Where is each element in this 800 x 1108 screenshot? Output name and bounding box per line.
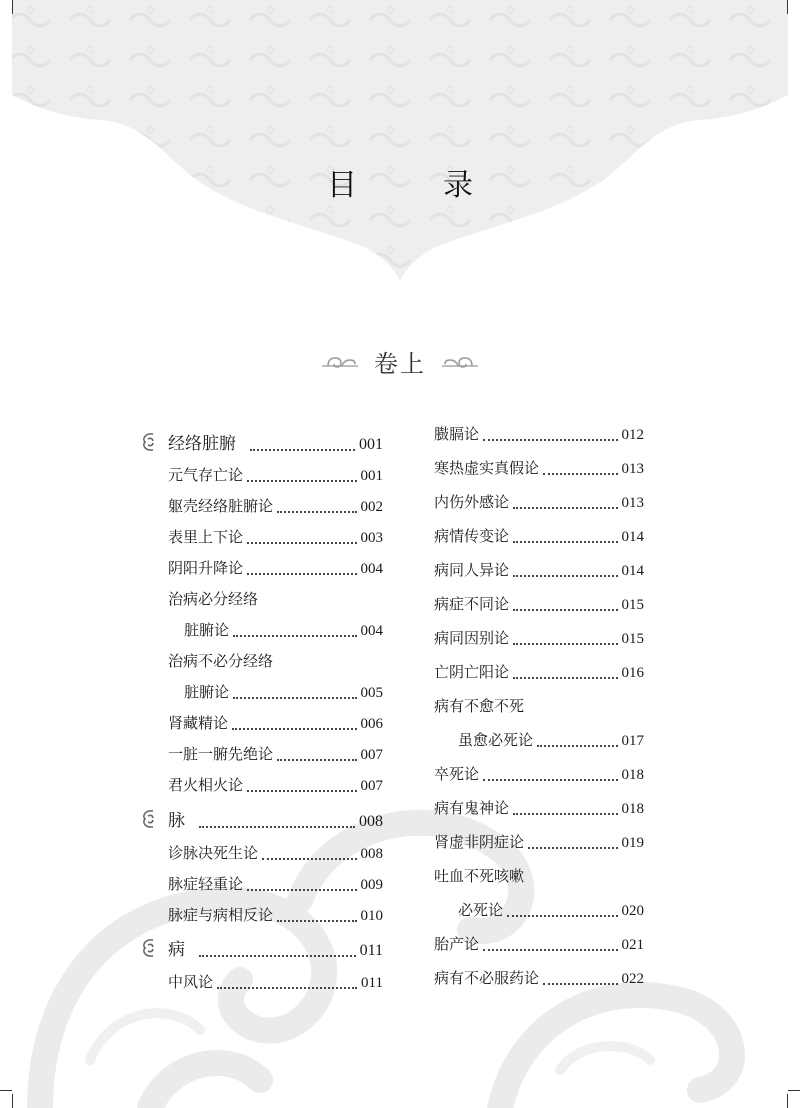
toc-entry[interactable] <box>434 818 644 852</box>
toc-label: 必死论 <box>458 901 504 919</box>
page-number: 007 <box>360 778 383 794</box>
toc-entry[interactable] <box>143 640 383 671</box>
toc-entry[interactable] <box>143 733 383 764</box>
toc-entry[interactable] <box>434 512 644 546</box>
page-number: 015 <box>621 631 644 647</box>
toc-entry[interactable] <box>434 444 644 478</box>
crop-mark <box>12 1094 13 1108</box>
page-number: 019 <box>621 835 644 851</box>
toc-entry[interactable] <box>143 547 383 578</box>
cloud-scroll-icon <box>139 808 159 830</box>
dot-leader <box>483 948 617 951</box>
crop-mark <box>787 0 788 14</box>
toc-entry[interactable] <box>434 920 644 954</box>
page-number: 013 <box>621 495 644 511</box>
toc-label: 病同人异论 <box>434 561 510 579</box>
dot-leader <box>247 479 356 482</box>
toc-entry[interactable] <box>143 894 383 925</box>
page-number: 017 <box>621 733 644 749</box>
toc-label: 病有鬼神论 <box>434 799 510 817</box>
toc-left-column <box>143 420 383 992</box>
toc-entry[interactable] <box>434 954 644 988</box>
page-number: 013 <box>621 461 644 477</box>
toc-label: 卒死论 <box>434 765 480 783</box>
toc-label: 脏腑论 <box>184 621 230 639</box>
dot-leader <box>507 914 617 917</box>
page-number: 018 <box>621 801 644 817</box>
toc-entry-continuation[interactable] <box>143 609 383 640</box>
page-number: 003 <box>360 530 383 546</box>
toc-entry[interactable] <box>434 580 644 614</box>
volume-title: 卷上 <box>374 350 426 378</box>
page-number: 004 <box>360 623 383 639</box>
toc-entry[interactable] <box>434 784 644 818</box>
toc-label: 病同因别论 <box>434 629 510 647</box>
dot-leader <box>232 727 356 730</box>
toc-entry-continuation[interactable] <box>434 886 644 920</box>
page-number: 010 <box>360 908 383 924</box>
dot-leader <box>513 574 617 577</box>
toc-label: 表里上下论 <box>168 528 244 546</box>
dot-leader <box>247 888 356 891</box>
dot-leader <box>277 919 356 922</box>
toc-right-column <box>434 420 644 988</box>
toc-entry[interactable] <box>434 648 644 682</box>
toc-label: 病有不愈不死 <box>434 697 525 715</box>
dot-leader <box>233 634 356 637</box>
dot-leader <box>513 540 617 543</box>
page-number: 018 <box>621 767 644 783</box>
toc-entry[interactable] <box>434 852 644 886</box>
cloud-scroll-icon <box>139 431 159 453</box>
toc-label: 寒热虚实真假论 <box>434 459 540 477</box>
page-number: 016 <box>621 665 644 681</box>
toc-entry[interactable] <box>434 478 644 512</box>
dot-leader <box>217 986 357 989</box>
toc-label: 臌膈论 <box>434 425 480 443</box>
dot-leader <box>199 825 355 828</box>
dot-leader <box>483 438 617 441</box>
page-number: 006 <box>360 716 383 732</box>
toc-label: 脉 <box>168 811 185 831</box>
toc-label: 吐血不死咳嗽 <box>434 867 525 885</box>
dot-leader <box>247 789 356 792</box>
toc-label: 治病不必分经络 <box>168 652 274 670</box>
page-number: 015 <box>621 597 644 613</box>
toc-label: 内伤外感论 <box>434 493 510 511</box>
toc-label: 诊脉决死生论 <box>168 844 259 862</box>
toc-entry[interactable] <box>434 750 644 784</box>
toc-label: 脉症与病相反论 <box>168 906 274 924</box>
toc-entry[interactable] <box>434 420 644 444</box>
dot-leader <box>513 608 617 611</box>
dot-leader <box>513 812 617 815</box>
dot-leader <box>513 506 617 509</box>
toc-entry[interactable] <box>143 485 383 516</box>
dot-leader <box>199 954 356 957</box>
toc-label: 胎产论 <box>434 935 480 953</box>
dot-leader <box>483 778 617 781</box>
toc-label: 治病必分经络 <box>168 590 259 608</box>
page-number: 008 <box>359 813 383 830</box>
page-number: 004 <box>360 561 383 577</box>
dot-leader <box>513 642 617 645</box>
auspicious-cloud-icon <box>440 352 480 372</box>
page-number: 022 <box>621 971 644 987</box>
auspicious-cloud-icon <box>320 352 360 372</box>
page-number: 008 <box>360 846 383 862</box>
toc-entry[interactable] <box>143 863 383 894</box>
toc-entry[interactable] <box>143 831 383 863</box>
dot-leader <box>247 572 356 575</box>
toc-label: 病症不同论 <box>434 595 510 613</box>
toc-section[interactable] <box>143 795 383 831</box>
toc-entry-continuation[interactable] <box>143 671 383 702</box>
toc-label: 肾藏精论 <box>168 714 229 732</box>
page-number: 009 <box>360 877 383 893</box>
page-number: 011 <box>361 975 383 991</box>
dot-leader <box>537 744 617 747</box>
toc-label: 阴阳升降论 <box>168 559 244 577</box>
toc-section[interactable] <box>143 925 383 960</box>
toc-entry[interactable] <box>143 578 383 609</box>
toc-label: 躯壳经络脏腑论 <box>168 497 274 515</box>
toc-entry-continuation[interactable] <box>434 716 644 750</box>
dot-leader <box>277 758 356 761</box>
dot-leader <box>233 696 356 699</box>
page-number: 005 <box>360 685 383 701</box>
volume-heading <box>320 342 480 382</box>
crop-mark <box>787 1094 788 1108</box>
dot-leader <box>543 982 617 985</box>
toc-section[interactable] <box>143 420 383 454</box>
page-number: 012 <box>621 427 644 443</box>
page-number: 001 <box>359 436 383 453</box>
toc-entry[interactable] <box>143 454 383 485</box>
toc-label: 中风论 <box>168 973 214 991</box>
cloud-scroll-icon <box>139 937 159 959</box>
page-number: 007 <box>360 747 383 763</box>
toc-label: 元气存亡论 <box>168 466 244 484</box>
page-number: 011 <box>359 942 383 959</box>
page-number: 014 <box>621 529 644 545</box>
page-number: 002 <box>360 499 383 515</box>
toc-label: 亡阴亡阳论 <box>434 663 510 681</box>
toc-entry[interactable] <box>434 546 644 580</box>
page-number: 021 <box>621 937 644 953</box>
dot-leader <box>543 472 617 475</box>
toc-label: 一脏一腑先绝论 <box>168 745 274 763</box>
toc-label: 肾虚非阴症论 <box>434 833 525 851</box>
toc-label: 虽愈必死论 <box>458 731 534 749</box>
dot-leader <box>277 510 356 513</box>
toc-label: 病有不必服药论 <box>434 969 540 987</box>
toc-label: 脏腑论 <box>184 683 230 701</box>
toc-entry[interactable] <box>434 682 644 716</box>
page-number: 001 <box>360 468 383 484</box>
toc-label: 脉症轻重论 <box>168 875 244 893</box>
toc-label: 经络脏腑 <box>168 434 236 454</box>
toc-entry[interactable] <box>143 702 383 733</box>
dot-leader <box>250 448 355 451</box>
dot-leader <box>262 857 356 860</box>
toc-label: 病情传变论 <box>434 527 510 545</box>
toc-entry[interactable] <box>143 960 383 992</box>
crop-mark <box>788 1090 800 1091</box>
page-number: 020 <box>621 903 644 919</box>
dot-leader <box>513 676 617 679</box>
dot-leader <box>528 846 617 849</box>
dot-leader <box>247 541 356 544</box>
toc-entry[interactable] <box>143 764 383 795</box>
toc-label: 病 <box>168 940 185 960</box>
page-title: 目 录 <box>327 168 501 203</box>
page-number: 014 <box>621 563 644 579</box>
crop-mark <box>12 0 13 14</box>
toc-entry[interactable] <box>434 614 644 648</box>
toc-label: 君火相火论 <box>168 776 244 794</box>
toc-entry[interactable] <box>143 516 383 547</box>
crop-mark <box>0 1090 12 1091</box>
